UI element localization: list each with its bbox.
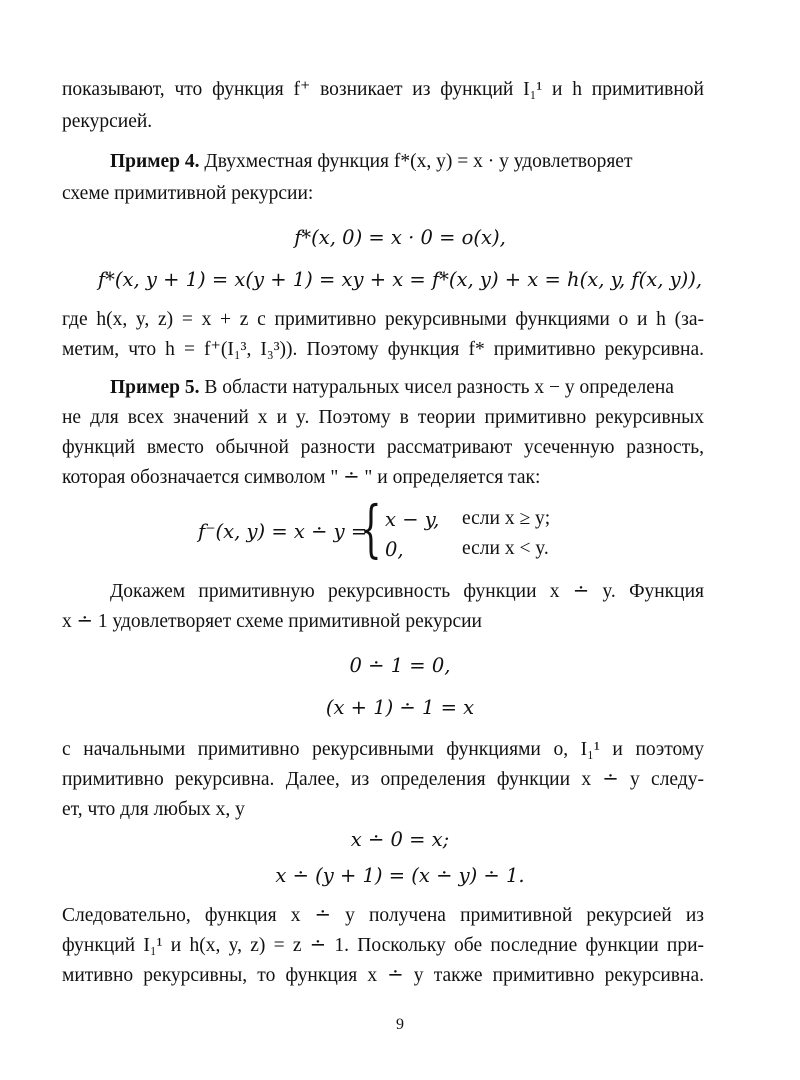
equation: x ∸ (y + 1) = (x ∸ y) ∸ 1. <box>275 864 525 887</box>
example-4-label: Пример 4. <box>110 151 200 172</box>
text-line: митивно рекурсивны, то функция x ∸ y также примитивно рекурсивна. <box>62 965 704 986</box>
equation: f*(x, 0) = x · 0 = o(x), <box>294 226 506 249</box>
left-brace-symbol: { <box>360 492 382 565</box>
case-2-expression: 0, <box>385 538 404 561</box>
text-line: с начальными примитивно рекурсивными функциями o, I₁¹ и поэтому <box>62 739 704 760</box>
text-line: x ∸ 1 удовлетворяет схеме примитивной рекурсии <box>62 611 482 632</box>
text-line: Двухместная функция f*(x, y) = x · y удовлетворяет <box>204 151 633 172</box>
text-line: не для всех значений x и y. Поэтому в теории примитивно рекурсивных <box>62 407 704 428</box>
text-line: которая обозначается символом " ∸ " и определяется так: <box>62 467 541 488</box>
text-line: функций I₁¹ и h(x, y, z) = z ∸ 1. Поскольку обе последние функции при- <box>62 935 704 956</box>
case-2-condition: если x < y. <box>462 538 549 559</box>
text-line: схеме примитивной рекурсии: <box>62 183 314 204</box>
piecewise-lhs: f⁻(x, y) = x ∸ y = <box>198 520 368 543</box>
text-line: где h(x, y, z) = x + z с примитивно рекурсивными функциями o и h (за- <box>62 309 704 330</box>
page-number: 9 <box>396 1016 404 1033</box>
text-line: ет, что для любых x, y <box>62 799 245 820</box>
text-line: Следовательно, функция x ∸ y получена примитивной рекурсией из <box>62 905 704 926</box>
equation: f*(x, y + 1) = x(y + 1) = xy + x = f*(x, y) + x = h(x, y, f(x, y)), <box>97 268 703 291</box>
example-5-paragraph <box>110 378 674 398</box>
example-4-paragraph <box>110 152 632 172</box>
equation: 0 ∸ 1 = 0, <box>349 654 451 677</box>
equation: (x + 1) ∸ 1 = x <box>325 696 475 719</box>
text-line: рекурсией. <box>62 111 153 132</box>
piecewise-definition <box>0 492 800 568</box>
example-5-label: Пример 5. <box>110 377 200 398</box>
text-line: метим, что h = f⁺(I₁³, I₃³)). Поэтому функция f* примитивно рекурсивна. <box>62 339 704 360</box>
case-1-condition: если x ≥ y; <box>462 508 551 529</box>
text-line: В области натуральных чисел разность x − y определена <box>204 377 674 398</box>
equation: x ∸ 0 = x; <box>350 828 450 851</box>
text-line: показывают, что функция f⁺ возникает из функций I₁¹ и h примитивной <box>62 79 704 100</box>
text-line: функций вместо обычной разности рассматривают усеченную разность, <box>62 437 704 458</box>
case-1-expression: x − y, <box>385 508 440 531</box>
text-line: Докажем примитивную рекурсивность функции x ∸ y. Функция <box>110 581 704 602</box>
text-line: примитивно рекурсивна. Далее, из определения функции x ∸ y следу- <box>62 769 704 790</box>
